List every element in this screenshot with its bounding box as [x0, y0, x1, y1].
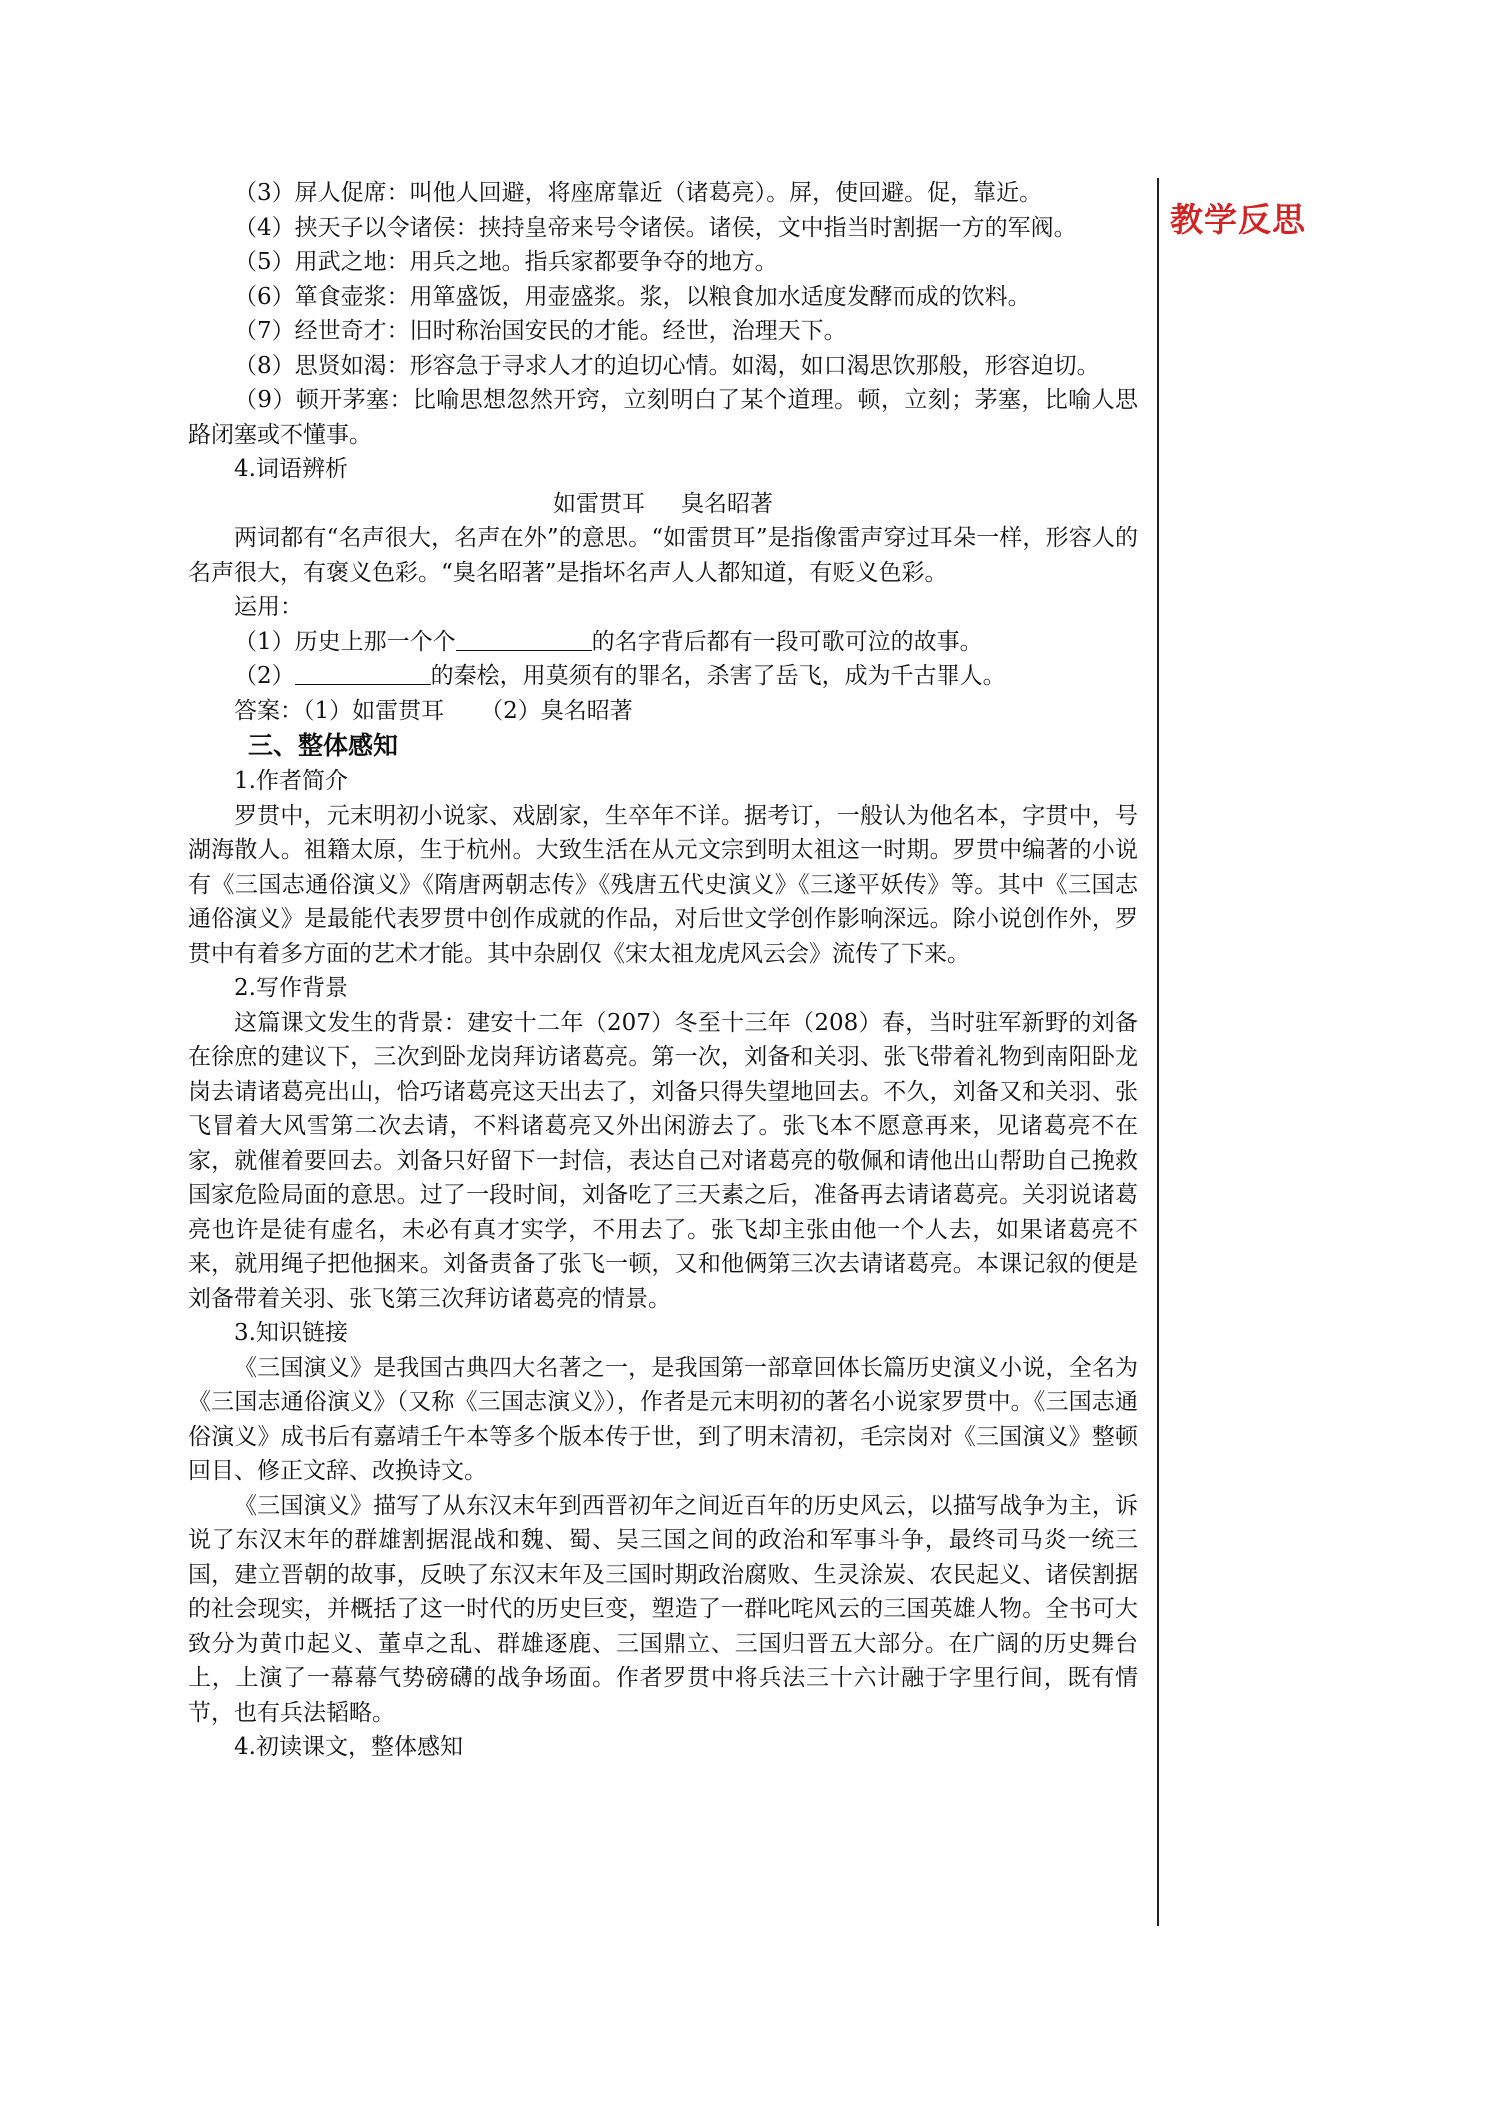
note-8: （8）思贤如渴：形容急于寻求人才的迫切心情。如渴，如口渴思饮那般，形容迫切。	[234, 352, 1100, 379]
word-1: 如雷贯耳	[553, 490, 645, 517]
read-heading: 4.初读课文，整体感知	[234, 1734, 463, 1760]
author-heading: 1.作者简介	[234, 768, 348, 794]
word-2: 臭名昭著	[681, 490, 773, 517]
usage-question-1: （1）历史上那一个个 的名字背后都有一段可歌可泣的故事。	[234, 628, 983, 655]
fill-blank-1	[456, 628, 592, 651]
note-3: （3）屏人促席：叫他人回避，将座席靠近（诸葛亮）。屏，使回避。促，靠近。	[234, 180, 1043, 206]
usage-question-2: （2） 的秦桧，用莫须有的罪名，杀害了岳飞，成为千古罪人。	[234, 663, 1006, 689]
section-3-title: 三、整体感知	[248, 731, 399, 760]
usage-label: 运用：	[234, 594, 303, 620]
teaching-reflection-title: 教学反思	[1170, 200, 1306, 239]
main-column	[188, 176, 1138, 1765]
answer-line: 答案：（1）如雷贯耳 （2）臭名昭著	[234, 697, 633, 724]
note-7: （7）经世奇才：旧时称治国安民的才能。经世，治理天下。	[234, 318, 847, 344]
word-explanation: 两词都有“名声很大，名声在外”的意思。“如雷贯耳”是指像雷声穿过耳朵一样，形容人的名声很大，有褒义色彩。“臭名昭著”是指坏名声人人都知道，有贬义色彩。	[188, 525, 1138, 586]
author-text: 罗贯中，元末明初小说家、戏剧家，生卒年不详。据考订，一般认为他名本，字贯中，号湖海散人。祖籍太原，生于杭州。大致生活在从元文宗到明太祖这一时期。罗贯中编著的小说有《三国志通俗演义》《隋唐两朝志传》《残唐五代史演义》《三遂平妖传》等。其中《三国志通俗演义》是最能代表罗贯中创作成就的作品，对后世文学创作影响深远。除小说创作外，罗贯中有着多方面的艺术才能。其中杂剧仅《宋太祖龙虎风云会》流传了下来。	[188, 802, 1138, 967]
background-text: 这篇课文发生的背景：建安十二年（207）冬至十三年（208）春，当时驻军新野的刘备在徐庶的建议下，三次到卧龙岗拜访诸葛亮。第一次，刘备和关羽、张飞带着礼物到南阳卧龙岗去请诸葛亮出山，恰巧诸葛亮这天出去了，刘备只得失望地回去。不久，刘备又和关羽、张飞冒着大风雪第二次去请，不料诸葛亮又外出闲游去了。张飞本不愿意再来，见诸葛亮不在家，就催着要回去。刘备只好留下一封信，表达自己对诸葛亮的敬佩和请他出山帮助自己挽救国家危险局面的意思。过了一段时间，刘备吃了三天素之后，准备再去请诸葛亮。关羽说诸葛亮也许是徒有虚名，未必有真才实学，不用去了。张飞却主张由他一个人去，如果诸葛亮不来，就用绳子把他捆来。刘备责备了张飞一顿，又和他俩第三次去请诸葛亮。本课记叙的便是刘备带着关羽、张飞第三次拜访诸葛亮的情景。	[188, 1009, 1138, 1312]
fill-blank-2	[295, 662, 431, 685]
note-6: （6）箪食壶浆：用箪盛饭，用壶盛浆。浆，以粮食加水适度发酵而成的饮料。	[234, 283, 1031, 310]
link-text-1: 《三国演义》是我国古典四大名著之一，是我国第一部章回体长篇历史演义小说，全名为《三国志通俗演义》（又称《三国志演义》），作者是元末明初的著名小说家罗贯中。《三国志通俗演义》成书后有嘉靖壬午本等多个版本传于世，到了明末清初，毛宗岗对《三国演义》整顿回目、修正文辞、改换诗文。	[188, 1354, 1138, 1484]
column-divider	[1157, 178, 1159, 1926]
note-4: （4）挟天子以令诸侯：挟持皇帝来号令诸侯。诸侯，文中指当时割据一方的军阀。	[234, 214, 1077, 241]
note-9: （9）顿开茅塞：比喻思想忽然开窍，立刻明白了某个道理。顿，立刻；茅塞，比喻人思路闭塞或不懂事。	[188, 387, 1138, 448]
background-heading: 2.写作背景	[234, 975, 348, 1001]
link-text-2: 《三国演义》描写了从东汉末年到西晋初年之间近百年的历史风云，以描写战争为主，诉说了东汉末年的群雄割据混战和魏、蜀、吴三国之间的政治和军事斗争，最终司马炎一统三国，建立晋朝的故事，反映了东汉末年及三国时期政治腐败、生灵涂炭、农民起义、诸侯割据的社会现实，并概括了这一时代的历史巨变，塑造了一群叱咤风云的三国英雄人物。全书可大致分为黄巾起义、董卓之乱、群雄逐鹿、三国鼎立、三国归晋五大部分。在广阔的历史舞台上，上演了一幕幕气势磅礴的战争场面。作者罗贯中将兵法三十六计融于字里行间，既有情节，也有兵法韬略。	[188, 1492, 1138, 1726]
note-5: （5）用武之地：用兵之地。指兵家都要争夺的地方。	[234, 249, 778, 275]
word-analysis-heading: 4.词语辨析	[234, 456, 348, 482]
link-heading: 3.知识链接	[234, 1320, 348, 1346]
word-pair	[188, 487, 1138, 522]
